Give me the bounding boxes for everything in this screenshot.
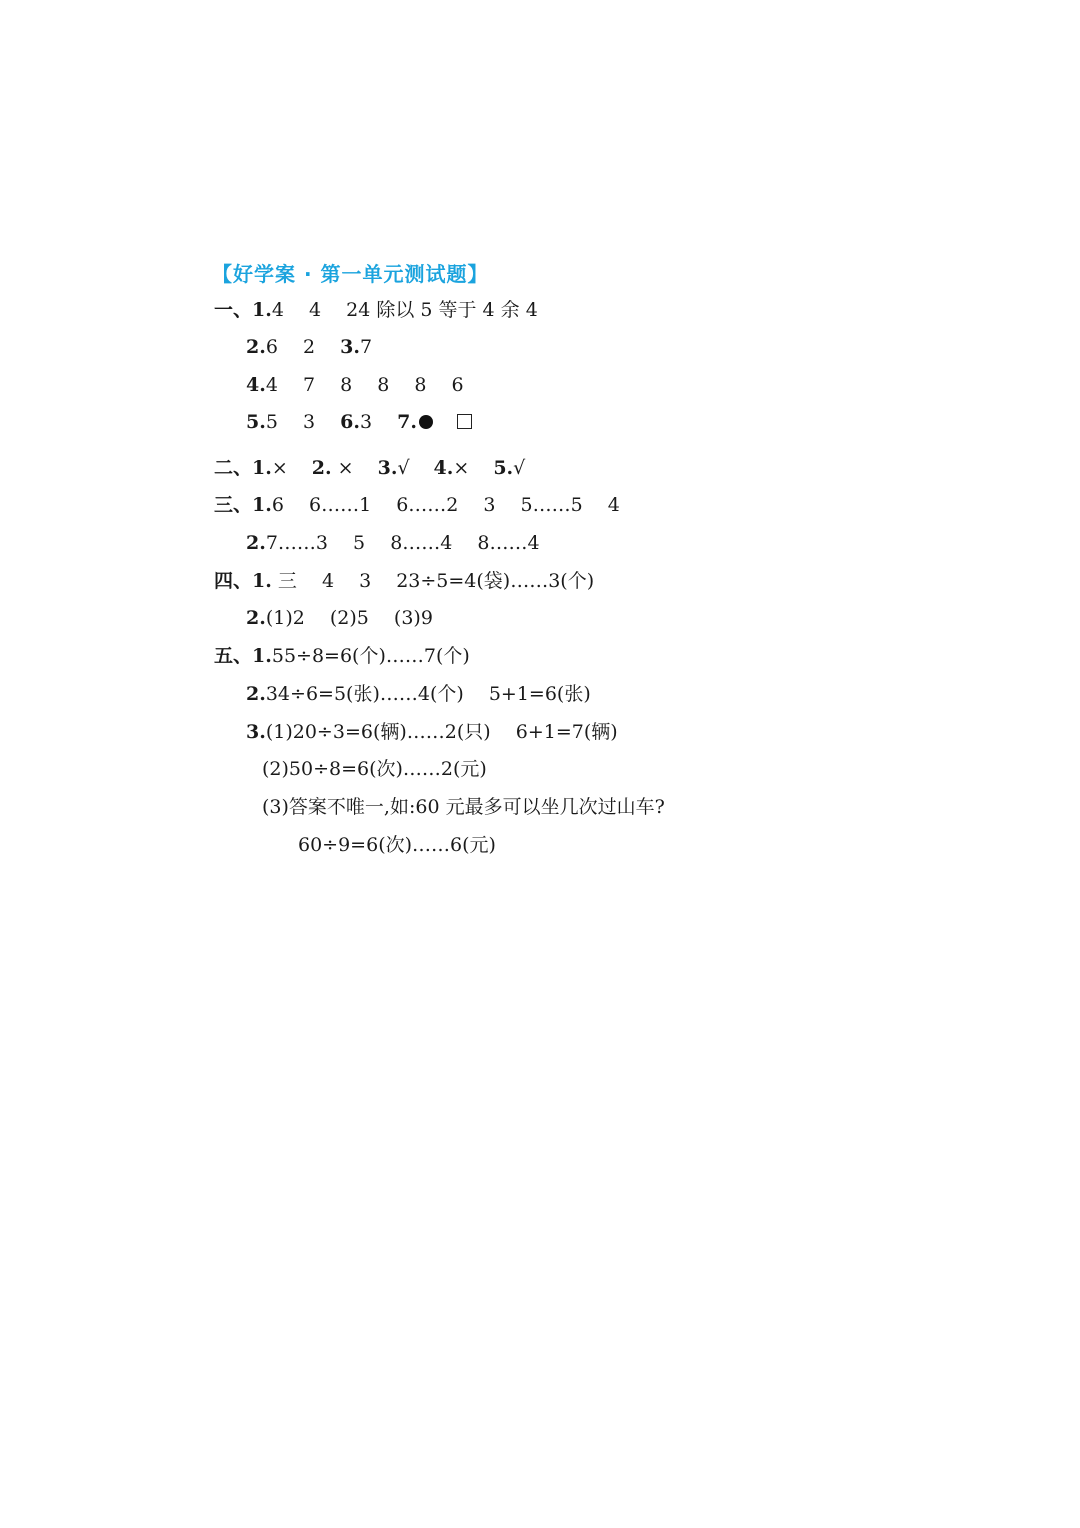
answer-text: 7……3 5 8……4 8……4 <box>265 532 540 554</box>
item-number: 1. <box>252 494 272 516</box>
answer-text: 4 4 24 除以 5 等于 4 余 4 <box>271 299 538 321</box>
answer-text: 3 <box>359 411 398 433</box>
answer-text: 三 4 3 23÷5=4(袋)……3(个) <box>271 570 595 592</box>
cross-mark: × <box>453 457 470 479</box>
item-number: 4. <box>433 457 454 479</box>
section-5-line-3 <box>246 720 618 744</box>
answer-text: (2)50÷8=6(次)……2(元) <box>262 758 487 780</box>
answer-text: (1)20÷3=6(辆)……2(只) 6+1=7(辆) <box>265 721 618 743</box>
item-number: 5. <box>246 411 266 433</box>
section-5-label: 五、 <box>214 645 253 667</box>
item-number: 5. <box>493 457 514 479</box>
section-2-label: 二、 <box>214 457 253 479</box>
section-3-line-1 <box>214 493 620 517</box>
section-5-line-1 <box>214 644 470 668</box>
section-5-line-6 <box>298 833 496 857</box>
section-1-line-3 <box>246 373 464 397</box>
section-5-line-2 <box>246 682 591 706</box>
item-number: 1. <box>252 457 272 479</box>
check-mark: √ <box>397 457 410 479</box>
section-1-line-4 <box>246 410 472 434</box>
section-1-label: 一、 <box>214 299 253 321</box>
answer-text: 6 6……1 6……2 3 5……5 4 <box>271 494 620 516</box>
section-5-line-5 <box>262 795 665 819</box>
section-1-line-2 <box>246 335 372 359</box>
check-mark: √ <box>513 457 526 479</box>
item-number: 1. <box>252 570 272 592</box>
item-number: 1. <box>252 645 272 667</box>
cross-mark: × <box>331 457 354 479</box>
item-number: 4. <box>246 374 266 396</box>
answer-text: 60÷9=6(次)……6(元) <box>298 834 496 856</box>
item-number: 3. <box>246 721 266 743</box>
empty-square-symbol <box>457 414 472 429</box>
item-number: 2. <box>246 607 266 629</box>
answer-text: (1)2 (2)5 (3)9 <box>265 607 433 629</box>
answer-text: 5 3 <box>265 411 341 433</box>
item-number: 2. <box>246 336 266 358</box>
section-5-line-4 <box>262 757 487 781</box>
item-number: 7. <box>397 411 417 433</box>
item-number: 3. <box>340 336 360 358</box>
answer-text: 7 <box>359 336 373 358</box>
cross-mark: × <box>271 457 288 479</box>
answer-text: 55÷8=6(个)……7(个) <box>271 645 470 667</box>
answer-text: 34÷6=5(张)……4(个) 5+1=6(张) <box>265 683 591 705</box>
answer-text: (3)答案不唯一,如:60 元最多可以坐几次过山车? <box>262 796 665 818</box>
item-number: 2. <box>246 532 266 554</box>
section-3-line-2 <box>246 531 540 555</box>
section-1-line-1 <box>214 298 538 322</box>
item-number: 2. <box>246 683 266 705</box>
section-2-line-1 <box>214 456 525 480</box>
section-4-line-2 <box>246 606 433 630</box>
item-number: 3. <box>377 457 398 479</box>
item-number: 1. <box>252 299 272 321</box>
answer-text: 4 7 8 8 8 6 <box>265 374 464 396</box>
page-title: 【好学案 · 第一单元测试题】 <box>212 262 489 286</box>
answer-text: 6 2 <box>265 336 341 358</box>
section-4-label: 四、 <box>214 570 253 592</box>
item-number: 2. <box>311 457 332 479</box>
item-number: 6. <box>340 411 360 433</box>
section-4-line-1 <box>214 569 594 593</box>
filled-circle-symbol <box>419 415 433 429</box>
section-3-label: 三、 <box>214 494 253 516</box>
